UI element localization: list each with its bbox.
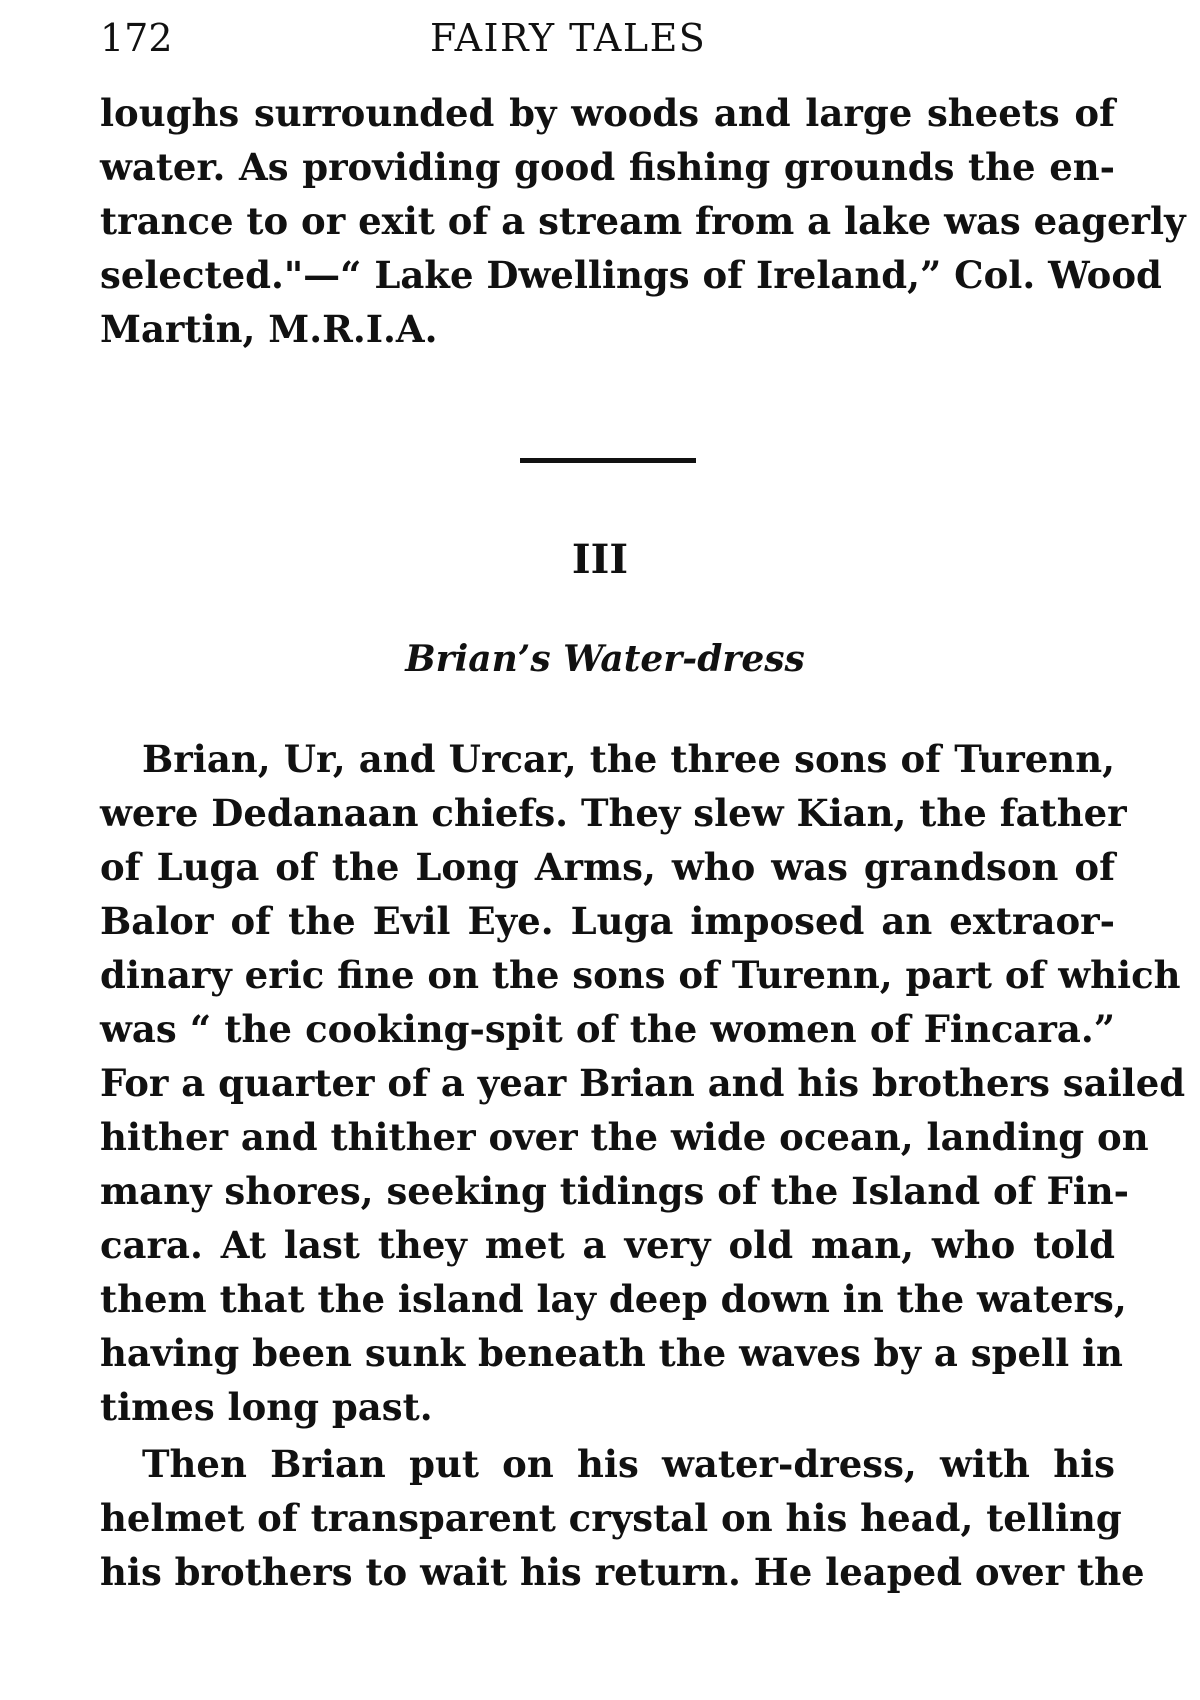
paragraph-line: having been sunk beneath the waves by a spell in <box>100 1331 1123 1375</box>
paragraph-line: many shores, seeking tidings of the Island of Fin- <box>100 1169 1130 1213</box>
section-divider <box>520 458 696 463</box>
continuation-line: trance to or exit of a stream from a lake was eagerly <box>100 199 1186 243</box>
paragraph-line: dinary eric fine on the sons of Turenn, part of which <box>100 953 1181 997</box>
paragraph-line: Brian, Ur, and Urcar, the three sons of Turenn, <box>142 737 1115 781</box>
continuation-line: loughs surrounded by woods and large sheets of <box>100 91 1115 135</box>
paragraph-line: Then Brian put on his water-dress, with his <box>142 1442 1115 1486</box>
section-title: Brian’s Water-dress <box>405 638 805 680</box>
continuation-line: selected."—“ Lake Dwellings of Ireland,” Col. Wood <box>100 253 1162 297</box>
paragraph-line: was “ the cooking-spit of the women of Fincara.” <box>100 1007 1115 1051</box>
paragraph-line: cara. At last they met a very old man, who told <box>100 1223 1115 1267</box>
paragraph-line: For a quarter of a year Brian and his brothers sailed <box>100 1061 1186 1105</box>
paragraph-line: his brothers to wait his return. He leaped over the <box>100 1550 1145 1594</box>
running-title: FAIRY TALES <box>430 16 707 60</box>
continuation-line: water. As providing good fishing grounds the en- <box>100 145 1115 189</box>
page-header <box>100 8 1115 68</box>
paragraph-line: were Dedanaan chiefs. They slew Kian, the father <box>100 791 1127 835</box>
section-numeral: III <box>571 536 629 583</box>
paragraph-line: hither and thither over the wide ocean, landing on <box>100 1115 1149 1159</box>
page-number: 172 <box>100 16 173 60</box>
paragraph-line: Balor of the Evil Eye. Luga imposed an extraor- <box>100 899 1115 943</box>
paragraph-line: times long past. <box>100 1385 433 1429</box>
paragraph-line: them that the island lay deep down in the waters, <box>100 1277 1127 1321</box>
paragraph-line: helmet of transparent crystal on his head, telling <box>100 1496 1122 1540</box>
paragraph-line: of Luga of the Long Arms, who was grandson of <box>100 845 1115 889</box>
continuation-line: Martin, M.R.I.A. <box>100 307 438 351</box>
